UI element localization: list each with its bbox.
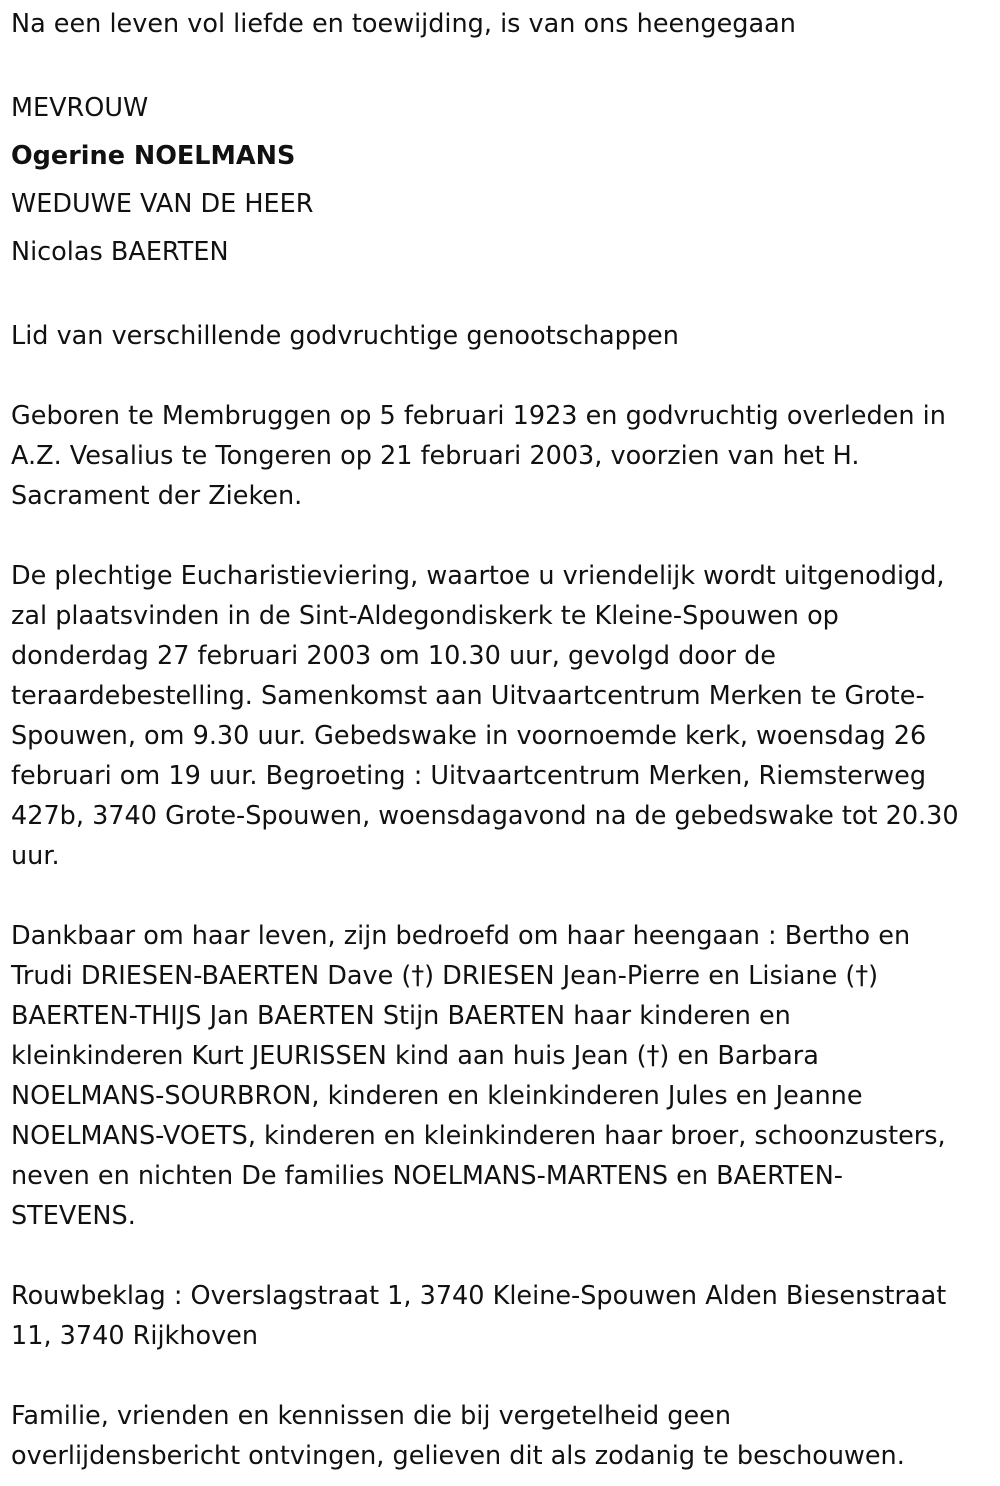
spacer — [11, 44, 980, 84]
spacer — [11, 1356, 980, 1396]
paragraph-line: uur. — [11, 841, 60, 871]
intro-paragraph — [11, 4, 980, 44]
condolence-paragraph — [11, 1276, 980, 1356]
spouse-name: Nicolas BAERTEN — [11, 237, 229, 267]
paragraph-line: De plechtige Eucharistieviering, waartoe u vriendelijk wordt uitgenodigd, — [11, 561, 945, 591]
paragraph-line: Trudi DRIESEN-BAERTEN Dave (†) DRIESEN Jean-Pierre en Lisiane (†) — [11, 961, 879, 991]
paragraph-line: NOELMANS-SOURBRON, kinderen en kleinkinderen Jules en Jeanne — [11, 1081, 863, 1111]
spacer — [11, 1236, 980, 1276]
paragraph-line: teraardebestelling. Samenkomst aan Uitvaartcentrum Merken te Grote- — [11, 681, 925, 711]
ceremony-paragraph — [11, 556, 980, 876]
paragraph-line: Dankbaar om haar leven, zijn bedroefd om haar heengaan : Bertho en — [11, 921, 911, 951]
paragraph-line: februari om 19 uur. Begroeting : Uitvaartcentrum Merken, Riemsterweg — [11, 761, 927, 791]
intro-line: Na een leven vol liefde en toewijding, is van ons heengegaan — [11, 9, 796, 39]
paragraph-line: kleinkinderen Kurt JEURISSEN kind aan huis Jean (†) en Barbara — [11, 1041, 819, 1071]
honorific: MEVROUW — [11, 93, 149, 123]
paragraph-line: 11, 3740 Rijkhoven — [11, 1321, 259, 1351]
paragraph-line: Familie, vrienden en kennissen die bij vergetelheid geen — [11, 1401, 731, 1431]
closing-paragraph — [11, 1396, 980, 1476]
membership-paragraph — [11, 316, 980, 356]
paragraph-line: Sacrament der Zieken. — [11, 481, 303, 511]
paragraph-line: zal plaatsvinden in de Sint-Aldegondiskerk te Kleine-Spouwen op — [11, 601, 839, 631]
paragraph-line: NOELMANS-VOETS, kinderen en kleinkinderen haar broer, schoonzusters, — [11, 1121, 946, 1151]
birth-death-paragraph — [11, 396, 980, 516]
deceased-name: Ogerine NOELMANS — [11, 141, 296, 171]
paragraph-line: BAERTEN-THIJS Jan BAERTEN Stijn BAERTEN haar kinderen en — [11, 1001, 791, 1031]
spacer — [11, 356, 980, 396]
paragraph-line: neven en nichten De families NOELMANS-MARTENS en BAERTEN- — [11, 1161, 844, 1191]
paragraph-line: A.Z. Vesalius te Tongeren op 21 februari 2003, voorzien van het H. — [11, 441, 860, 471]
spacer — [11, 876, 980, 916]
paragraph-line: donderdag 27 februari 2003 om 10.30 uur, gevolgd door de — [11, 641, 776, 671]
deceased-block — [11, 84, 980, 276]
paragraph-line: Geboren te Membruggen op 5 februari 1923 en godvruchtig overleden in — [11, 401, 946, 431]
paragraph-line: 427b, 3740 Grote-Spouwen, woensdagavond na de gebedswake tot 20.30 — [11, 801, 959, 831]
paragraph-line: Spouwen, om 9.30 uur. Gebedswake in voornoemde kerk, woensdag 26 — [11, 721, 927, 751]
paragraph-line: STEVENS. — [11, 1201, 136, 1231]
family-paragraph — [11, 916, 980, 1236]
relation-label: WEDUWE VAN DE HEER — [11, 189, 314, 219]
paragraph-line: Rouwbeklag : Overslagstraat 1, 3740 Kleine-Spouwen Alden Biesenstraat — [11, 1281, 947, 1311]
spacer — [11, 516, 980, 556]
membership-line: Lid van verschillende godvruchtige genootschappen — [11, 321, 679, 351]
paragraph-line: overlijdensbericht ontvingen, gelieven dit als zodanig te beschouwen. — [11, 1441, 905, 1471]
spacer — [11, 276, 980, 316]
